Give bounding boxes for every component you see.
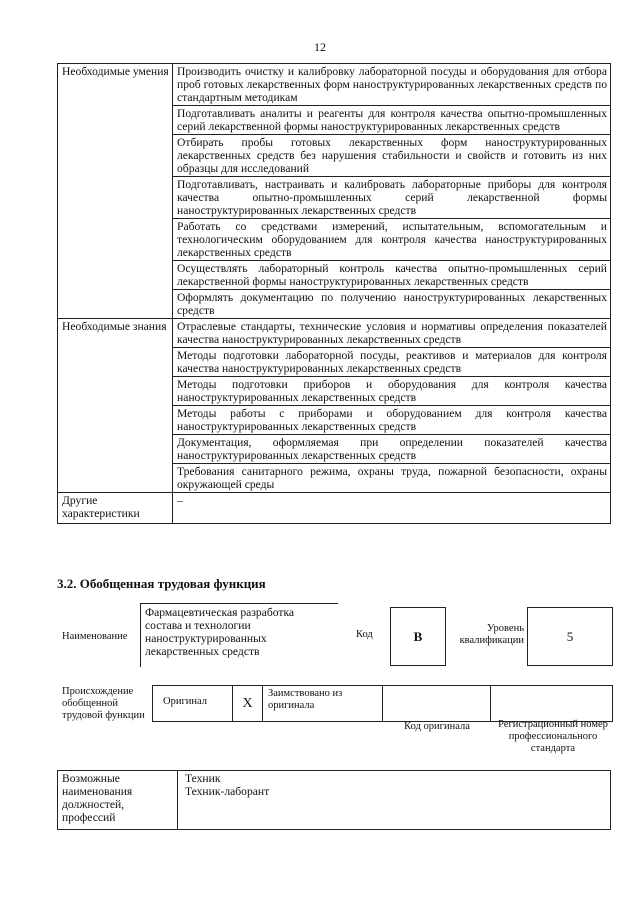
other-value: – bbox=[173, 493, 611, 524]
positions-row bbox=[58, 771, 611, 830]
original-cell bbox=[153, 686, 233, 721]
name-label: Наименование bbox=[62, 631, 128, 642]
skill-item: Подготавливать аналиты и реагенты для контроля качества опытно-промышленных серий лекарственной формы наноструктурированных лекарственных средств bbox=[173, 106, 611, 135]
knowledge-item: Требования санитарного режима, охраны труда, пожарной безопасности, охраны окружающей среды bbox=[173, 464, 611, 493]
borrowed-label: Заимствовано из оригинала bbox=[268, 688, 343, 711]
original-code-cell bbox=[383, 686, 491, 721]
skills-label: Необходимые умения bbox=[58, 64, 173, 319]
positions-label: Возможные наименования должностей, профессий bbox=[58, 771, 178, 830]
knowledge-item: Методы подготовки лабораторной посуды, реактивов и материалов для контроля качества наноструктурированных лекарственных средств bbox=[173, 348, 611, 377]
function-name-box: Фармацевтическая разработка состава и технологии наноструктурированных лекарственных средств bbox=[140, 603, 338, 667]
skill-item: Производить очистку и калибровку лабораторной посуды и оборудования для отбора проб готовых лекарственных форм наноструктурированных лекарственных средств по стандартным методикам bbox=[173, 64, 611, 106]
skill-item: Подготавливать, настраивать и калибровать лабораторные приборы для контроля качества опытно-промышленных серий лекарственной формы наноструктурированных лекарственных средств bbox=[173, 177, 611, 219]
reg-caption: Регистрационный номер профессионального стандарта bbox=[498, 719, 608, 754]
positions-values bbox=[178, 771, 611, 830]
knowledge-row-1 bbox=[58, 319, 611, 348]
skills-row-1 bbox=[58, 64, 611, 106]
skill-item: Оформлять документацию по получению наноструктурированных лекарственных средств bbox=[173, 290, 611, 319]
original-mark-cell bbox=[233, 686, 263, 721]
other-row bbox=[58, 493, 611, 524]
page-number: 12 bbox=[314, 40, 326, 54]
knowledge-item: Методы работы с приборами и оборудованием для контроля качества наноструктурированных лекарственных средств bbox=[173, 406, 611, 435]
borrowed-cell bbox=[263, 686, 383, 721]
qualification-level-box: 5 bbox=[527, 607, 613, 666]
level-label: Уровень квалификации bbox=[459, 623, 524, 646]
skill-item: Работать со средствами измерений, испытательным, вспомогательным и технологическим оборудованием для контроля качества наноструктурированных лекарственных средств bbox=[173, 219, 611, 261]
code-caption: Код оригинала bbox=[404, 721, 470, 732]
origin-strip bbox=[152, 685, 613, 722]
original-label: Оригинал bbox=[163, 696, 207, 707]
position-item: Техник-лаборант bbox=[185, 785, 270, 798]
other-label: Другие характеристики bbox=[58, 493, 173, 524]
knowledge-item: Методы подготовки приборов и оборудования для контроля качества наноструктурированных лекарственных средств bbox=[173, 377, 611, 406]
function-code-box: B bbox=[390, 607, 446, 666]
knowledge-label: Необходимые знания bbox=[58, 319, 173, 493]
skills-knowledge-table bbox=[57, 63, 611, 524]
origin-label: Происхождение обобщенной трудовой функции bbox=[62, 686, 145, 721]
original-mark: X bbox=[242, 695, 253, 711]
code-label: Код bbox=[356, 629, 373, 640]
positions-table bbox=[57, 770, 611, 830]
section-title: 3.2. Обобщенная трудовая функция bbox=[57, 576, 266, 591]
skill-item: Отбирать пробы готовых лекарственных форм наноструктурированных лекарственных средств без нарушения стабильности и свойств и готовить из них образцы для исследований bbox=[173, 135, 611, 177]
skill-item: Осуществлять лабораторный контроль качества опытно-промышленных серий лекарственной формы наноструктурированных лекарственных средств bbox=[173, 261, 611, 290]
knowledge-item: Отраслевые стандарты, технические условия и нормативы определения показателей качества наноструктурированных лекарственных средств bbox=[173, 319, 611, 348]
knowledge-item: Документация, оформляемая при определении показателей качества наноструктурированных лекарственных средств bbox=[173, 435, 611, 464]
position-item: Техник bbox=[185, 772, 221, 785]
